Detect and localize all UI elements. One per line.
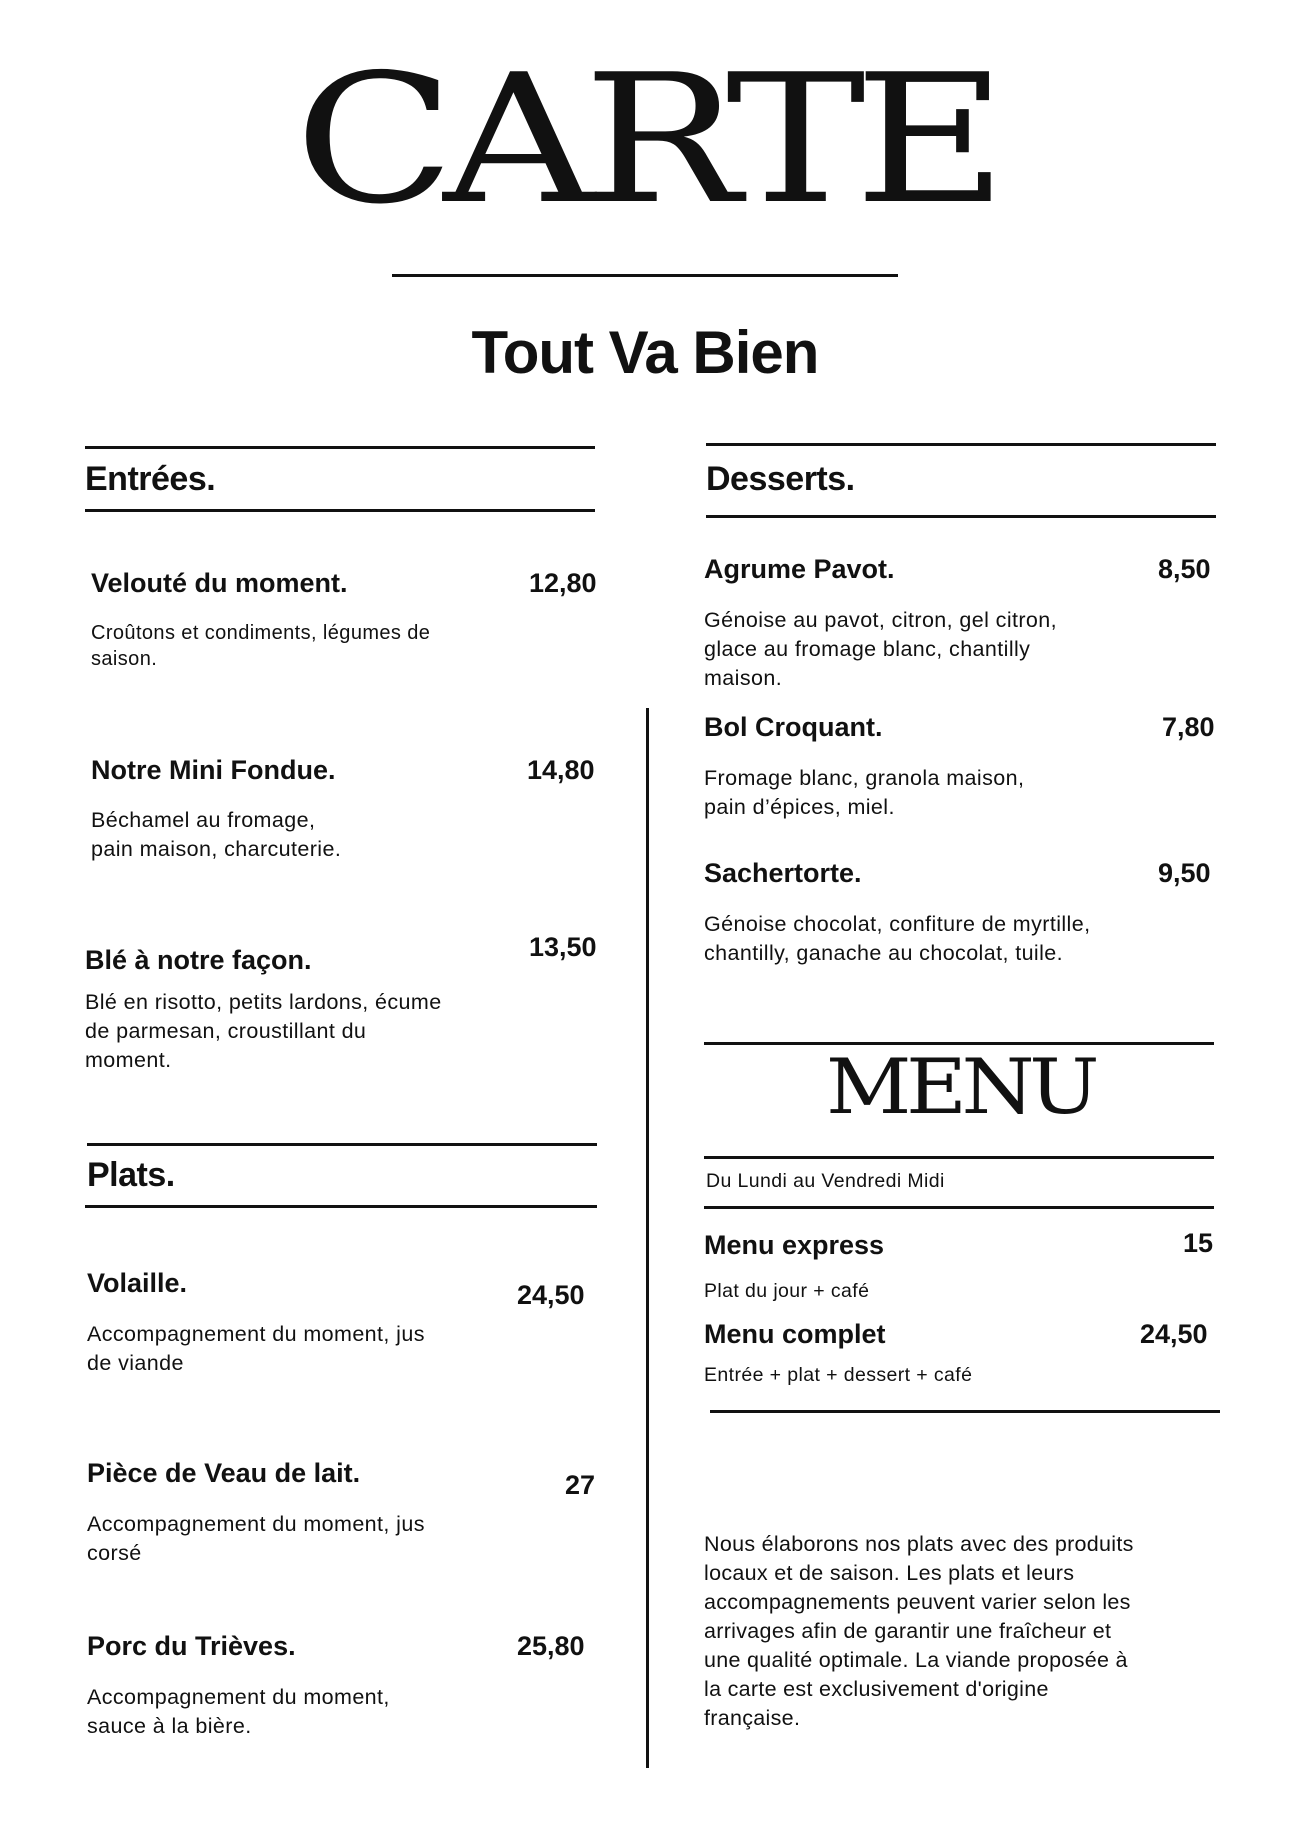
item-description: Fromage blanc, granola maison, pain d’épices, miel.	[704, 766, 1025, 819]
item-name: Bol Croquant.	[704, 712, 883, 742]
desserts-heading: Desserts.	[706, 460, 855, 498]
item-price: 9,50	[1158, 858, 1211, 888]
item-description: Accompagnement du moment, jus corsé	[87, 1512, 425, 1565]
menu-option-name: Menu complet	[704, 1319, 886, 1349]
item-description: Croûtons et condiments, légumes de saison.	[91, 622, 431, 670]
item-description: Blé en risotto, petits lardons, écume de parmesan, croustillant du moment.	[85, 990, 442, 1072]
item-name: Agrume Pavot.	[704, 554, 895, 584]
plats-rule-top	[87, 1143, 597, 1146]
sourcing-note: Nous élaborons nos plats avec des produits locaux et de saison. Les plats et leurs accompagnements peuvent varier selon les arrivages afin de garantir une fraîcheur et une qualité optimale. La viande proposée à la carte est exclusivement d'origine française.	[704, 1532, 1134, 1730]
entrees-rule-top	[85, 446, 595, 449]
menu-availability: Du Lundi au Vendredi Midi	[706, 1170, 945, 1192]
item-name: Volaille.	[87, 1268, 188, 1298]
page-title: CARTE	[294, 36, 996, 243]
item-description: Accompagnement du moment, sauce à la bière.	[87, 1685, 390, 1738]
desserts-rule-top	[706, 443, 1216, 446]
item-price: 25,80	[517, 1631, 585, 1661]
item-name: Porc du Trièves.	[87, 1631, 296, 1661]
item-price: 14,80	[527, 755, 595, 785]
plats-rule-bottom	[85, 1205, 597, 1208]
menu-option-description: Plat du jour + café	[704, 1280, 870, 1302]
plats-heading: Plats.	[87, 1156, 175, 1194]
menu-rule-bottom	[710, 1410, 1220, 1413]
item-price: 13,50	[529, 932, 597, 962]
item-description: Génoise au pavot, citron, gel citron, glace au fromage blanc, chantilly maison.	[704, 608, 1058, 690]
restaurant-name: Tout Va Bien	[471, 319, 819, 386]
item-name: Notre Mini Fondue.	[91, 755, 336, 785]
title-divider	[392, 274, 898, 277]
column-divider	[646, 708, 649, 1768]
menu-option-price: 24,50	[1140, 1319, 1208, 1349]
item-price: 24,50	[517, 1280, 585, 1310]
menu-rule-mid	[704, 1156, 1214, 1159]
item-name: Pièce de Veau de lait.	[87, 1458, 361, 1488]
desserts-rule-bottom	[706, 515, 1216, 518]
item-price: 8,50	[1158, 554, 1211, 584]
menu-title: MENU	[825, 1042, 1095, 1131]
menu-option-price: 15	[1183, 1228, 1214, 1258]
menu-rule-sub	[704, 1206, 1214, 1209]
item-price: 12,80	[529, 568, 597, 598]
item-name: Blé à notre façon.	[85, 945, 312, 975]
item-description: Accompagnement du moment, jus de viande	[87, 1322, 425, 1375]
item-description: Béchamel au fromage, pain maison, charcuterie.	[91, 808, 342, 861]
menu-option-name: Menu express	[704, 1230, 885, 1260]
entrees-rule-bottom	[85, 509, 595, 512]
item-name: Sachertorte.	[704, 858, 862, 888]
entrees-heading: Entrées.	[85, 460, 216, 498]
menu-option-description: Entrée + plat + dessert + café	[704, 1364, 973, 1386]
item-price: 7,80	[1162, 712, 1215, 742]
item-description: Génoise chocolat, confiture de myrtille, chantilly, ganache au chocolat, tuile.	[704, 912, 1091, 965]
item-price: 27	[565, 1470, 596, 1500]
item-name: Velouté du moment.	[91, 568, 348, 598]
